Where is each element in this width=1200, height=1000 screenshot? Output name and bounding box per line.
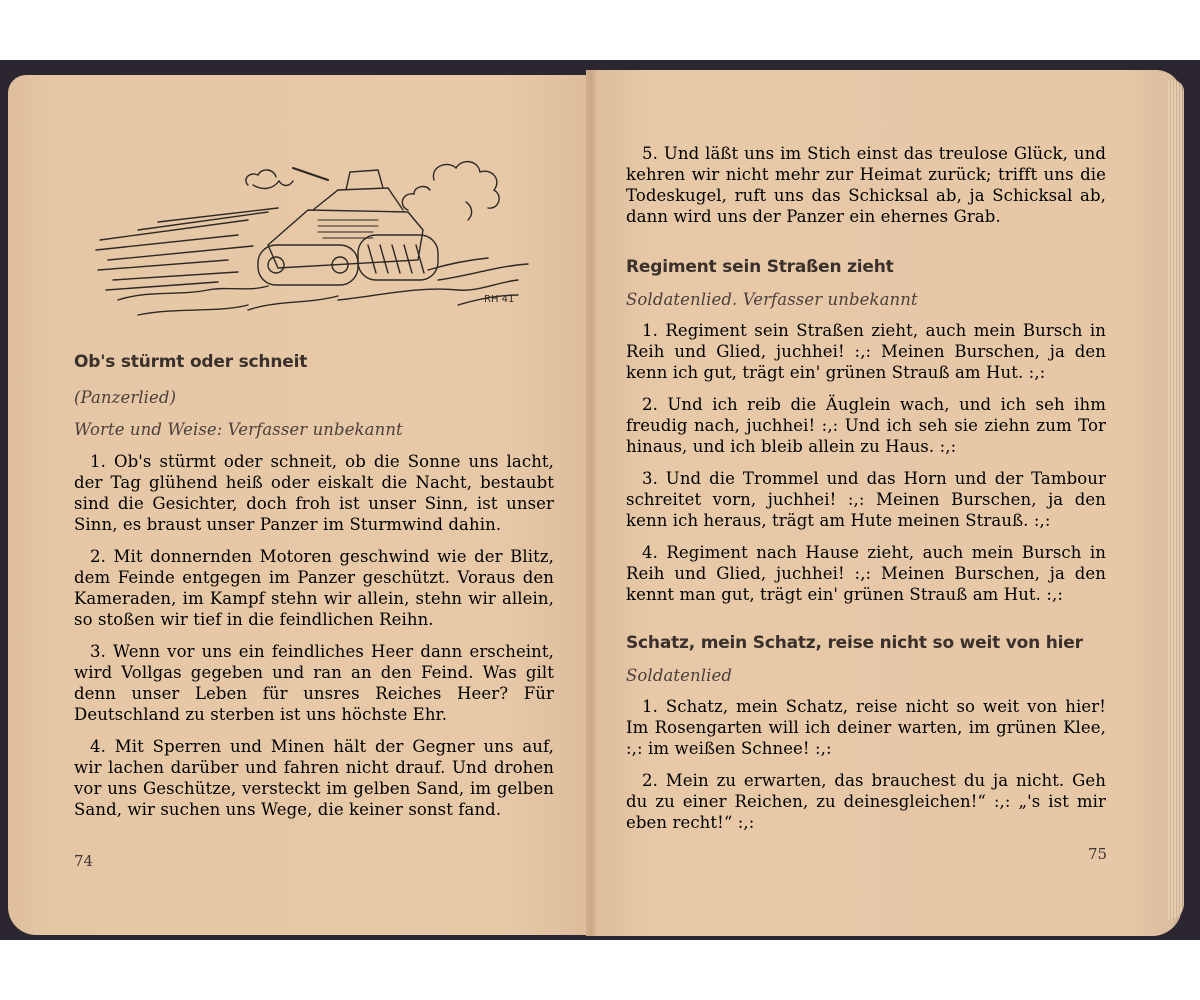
song-credit: Soldatenlied — [626, 666, 733, 685]
verse: 1. Regiment sein Straßen zieht, auch mein Bursch in Reih und Glied, juchhei! :,: Meinen Burschen, ja den kenn ich gut, trägt ein' grünen Strauß am Hut. :,: — [626, 321, 1106, 382]
verse: 2. Und ich reib die Äuglein wach, und ich seh ihm freudig nach, juchhei! :,: Und ich seh sie ziehn zum Tor hinaus, und ich bleib allein zu Haus. :,: — [626, 395, 1106, 456]
page-number-right: 75 — [1088, 845, 1108, 863]
verse: 4. Mit Sperren und Minen hält der Gegner uns auf, wir lachen darüber und fahren nicht drauf. Und drohen vor uns Geschütze, versteckt im gelben Sand, im gelben Sand, wir suchen uns Wege, die keiner sonst fand. — [74, 737, 554, 819]
verse: 1. Ob's stürmt oder schneit, ob die Sonne uns lacht, der Tag glühend heiß oder eiskalt die Nacht, bestaubt sind die Gesichter, doch froh ist unser Sinn, ist unser Sinn, es braust unser Panzer im Sturmwind dahin. — [74, 452, 554, 534]
tank-illustration — [78, 150, 550, 330]
verse: 3. Wenn vor uns ein feindliches Heer dann erscheint, wird Vollgas gegeben und ran an den Feind. Was gilt denn unser Leben für unsres Reiches Heer? Für Deutschland zu sterben ist uns höchste Ehr. — [74, 642, 554, 724]
song-subtitle: (Panzerlied) — [74, 388, 177, 407]
illustration-signature: RH 41 — [484, 294, 515, 305]
continued-verse: 5. Und läßt uns im Stich einst das treulose Glück, und kehren wir nicht mehr zur Heimat zurück; trifft uns die Todeskugel, ruft uns das Schicksal ab, ja Schicksal ab, dann wird uns der Panzer ein ehernes Grab. — [626, 144, 1106, 226]
song-panzerlied — [74, 352, 554, 820]
verse: 3. Und die Trommel und das Horn und der Tambour schreitet vorn, juchhei! :,: Meinen Burschen, ja den kenn ich heraus, trägt am Hute meinen Strauß. :,: — [626, 469, 1106, 530]
book-gutter — [586, 70, 596, 936]
song-title: Schatz, mein Schatz, reise nicht so weit von hier — [626, 633, 1083, 653]
right-column — [626, 143, 1106, 833]
verse: 2. Mein zu erwarten, das brauchest du ja nicht. Geh du zu einer Reichen, zu deinesgleichen!“ :,: „'s ist mir eben recht!“ :,: — [626, 771, 1106, 832]
song-credit: Soldatenlied. Verfasser unbekannt — [626, 290, 918, 309]
song-title: Ob's stürmt oder schneit — [74, 352, 308, 372]
verse: 4. Regiment nach Hause zieht, auch mein Bursch in Reih und Glied, juchhei! :,: Meinen Burschen, ja den kennt man gut, trägt ein' grünen Strauß am Hut. :,: — [626, 543, 1106, 604]
page-edges — [1168, 80, 1184, 920]
verse: 1. Schatz, mein Schatz, reise nicht so weit von hier! Im Rosengarten will ich deiner warten, im grünen Klee, :,: im weißen Schnee! :,: — [626, 697, 1106, 758]
song-credit: Worte und Weise: Verfasser unbekannt — [74, 420, 403, 439]
verse: 2. Mit donnernden Motoren geschwind wie der Blitz, dem Feinde entgegen im Panzer geschützt. Voraus den Kameraden, im Kampf stehn wir allein, stehn wir allein, so stoßen wir tief in die feindlichen Reihn. — [74, 547, 554, 629]
page-number-left: 74 — [74, 852, 94, 870]
song-title: Regiment sein Straßen zieht — [626, 257, 894, 277]
